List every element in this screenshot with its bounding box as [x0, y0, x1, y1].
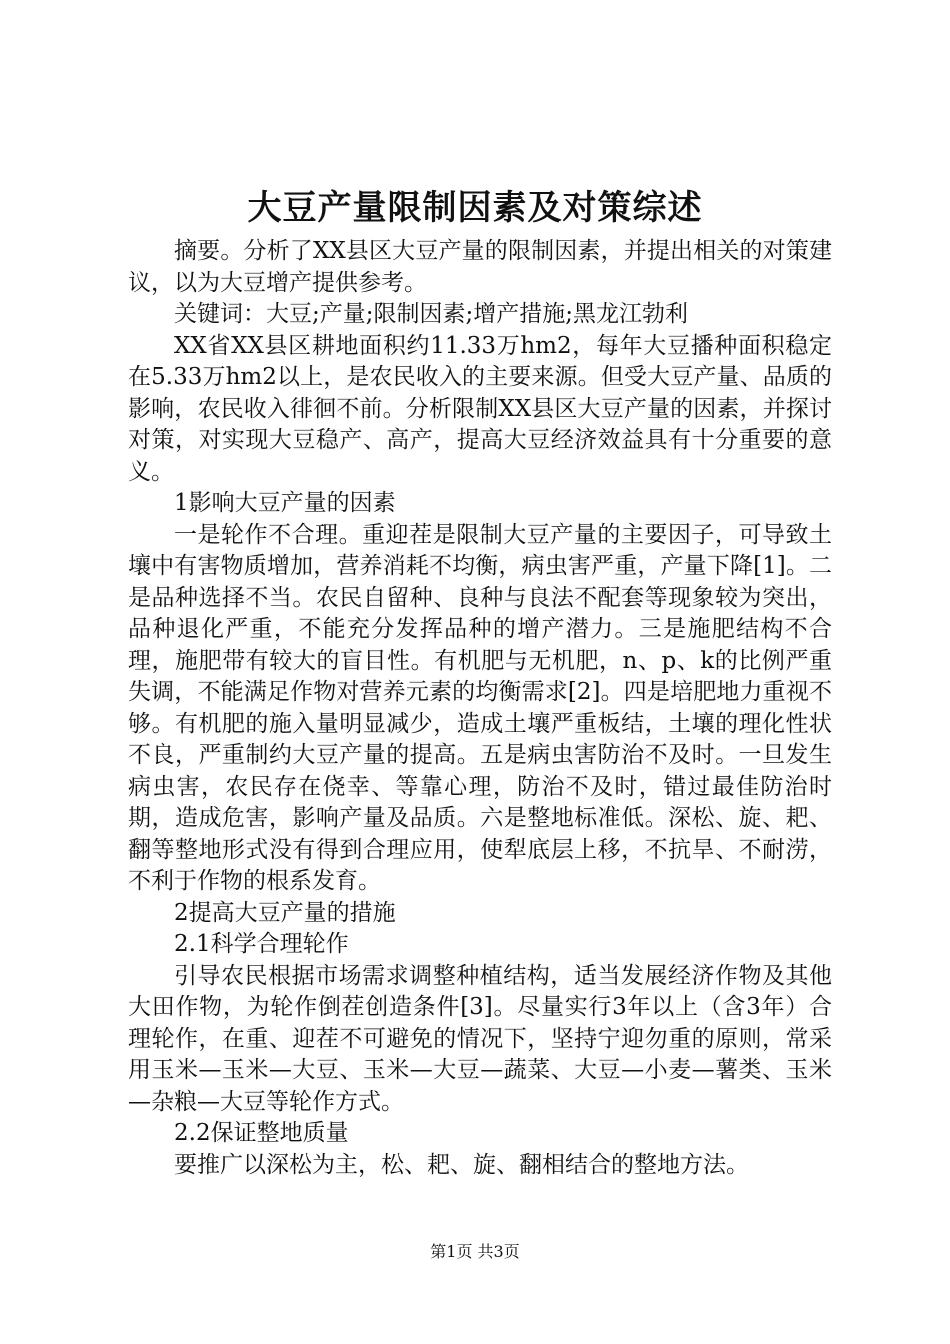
document-body: [128, 236, 832, 1181]
document-title: 大豆产量限制因素及对策综述: [247, 188, 703, 228]
section-2-1-heading: 2.1科学合理轮作: [174, 931, 349, 957]
section-2-2-heading: 2.2保证整地质量: [174, 1120, 349, 1146]
keywords-line: 关键词：大豆;产量;限制因素;增产措施;黑龙江勃利: [174, 301, 688, 327]
intro-paragraph: XX省XX县区耕地面积约11.33万hm2，每年大豆播种面积稳定在5.33万hm2以上，是农民收入的主要来源。但受大豆产量、品质的影响，农民收入徘徊不前。分析限制XX县区大豆产量的因素，并探讨对策，对实现大豆稳产、高产，提高大豆经济效益具有十分重要的意义。: [128, 332, 832, 485]
section-2-2-paragraph: 要推广以深松为主，松、耙、旋、翻相结合的整地方法。: [174, 1151, 749, 1178]
section-1-heading: 1影响大豆产量的因素: [174, 490, 396, 516]
page-footer: 第1页 共3页: [430, 1242, 520, 1261]
section-2-heading: 2提高大豆产量的措施: [174, 899, 396, 926]
section-1-paragraph: 一是轮作不合理。重迎茬是限制大豆产量的主要因子，可导致土壤中有害物质增加，营养消耗不均衡，病虫害严重，产量下降[1]。二是品种选择不当。农民自留种、良种与良法不配套等现象较为突出，品种退化严重，不能充分发挥品种的增产潜力。三是施肥结构不合理，施肥带有较大的盲目性。有机肥与无机肥，n、p、k的比例严重失调，不能满足作物对营养元素的均衡需求[2]。四是培肥地力重视不够。有机肥的施入量明显减少，造成土壤严重板结，土壤的理化性状不良，严重制约大豆产量的提高。五是病虫害防治不及时。一旦发生病虫害，农民存在侥幸、等靠心理，防治不及时，错过最佳防治时期，造成危害，影响产量及品质。六是整地标准低。深松、旋、耙、翻等整地形式没有得到合理应用，使犁底层上移，不抗旱、不耐涝，不利于作物的根系发育。: [128, 521, 832, 894]
abstract-paragraph: 摘要。分析了XX县区大豆产量的限制因素，并提出相关的对策建议，以为大豆增产提供参考。: [128, 238, 832, 296]
section-2-1-paragraph: 引导农民根据市场需求调整种植结构，适当发展经济作物及其他大田作物，为轮作倒茬创造条件[3]。尽量实行3年以上（含3年）合理轮作，在重、迎茬不可避免的情况下，坚持宁迎勿重的原则，常采用玉米—玉米—大豆、玉米—大豆—蔬菜、大豆—小麦—薯类、玉米—杂粮—大豆等轮作方式。: [128, 962, 832, 1115]
